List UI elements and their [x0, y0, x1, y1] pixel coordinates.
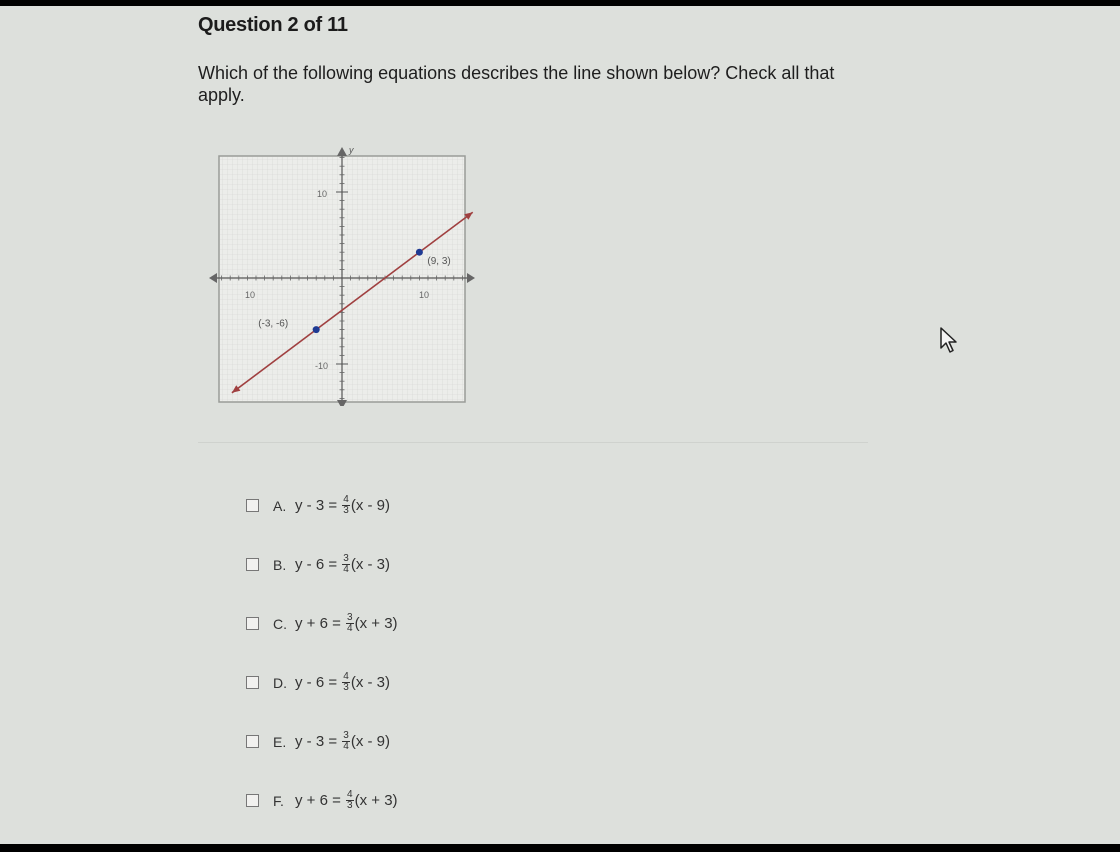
question-prompt: Which of the following equations describes the line shown below? Check all that apply. — [198, 63, 835, 105]
option-equation — [295, 495, 390, 516]
option-b[interactable] — [246, 535, 666, 594]
checkbox[interactable] — [246, 499, 259, 512]
checkbox[interactable] — [246, 558, 259, 571]
checkbox[interactable] — [246, 735, 259, 748]
equation-lhs: y - 6 = — [295, 556, 342, 573]
option-e[interactable] — [246, 712, 666, 771]
point-label-upper-right: (9, 3) — [427, 256, 451, 268]
fraction-numerator: 4 — [347, 789, 353, 800]
equation-fraction — [342, 495, 350, 516]
checkbox[interactable] — [246, 617, 259, 630]
x-axis-arrow-left — [209, 273, 217, 283]
coordinate-graph — [207, 144, 477, 406]
fraction-denominator: 4 — [343, 564, 349, 575]
option-letter: E. — [273, 733, 287, 750]
option-equation — [295, 731, 390, 752]
equation-rhs: (x + 3) — [354, 792, 398, 809]
equation-rhs: (x - 9) — [350, 733, 391, 750]
option-letter: B. — [273, 556, 287, 573]
point-label-lower-left: (-3, -6) — [258, 318, 289, 330]
y-axis-arrow-down — [337, 400, 347, 406]
option-equation — [295, 672, 390, 693]
option-f[interactable] — [246, 771, 666, 830]
checkbox[interactable] — [246, 794, 259, 807]
option-equation — [295, 613, 398, 634]
fraction-denominator: 4 — [347, 623, 353, 634]
option-letter: A. — [273, 497, 287, 514]
option-letter: F. — [273, 792, 284, 809]
mouse-cursor-icon — [938, 326, 962, 359]
fraction-numerator: 3 — [343, 730, 349, 741]
equation-lhs: y - 3 = — [295, 733, 342, 750]
question-screen — [0, 6, 1120, 844]
fraction-numerator: 4 — [343, 494, 349, 505]
fraction-numerator: 3 — [343, 553, 349, 564]
x-axis-arrow-right — [467, 273, 475, 283]
equation-lhs: y + 6 = — [295, 615, 346, 632]
option-letter: C. — [273, 615, 287, 632]
x-tick-label-left: 10 — [245, 290, 256, 300]
equation-fraction — [342, 731, 350, 752]
checkbox[interactable] — [246, 676, 259, 689]
equation-fraction — [342, 554, 350, 575]
equation-rhs: (x + 3) — [354, 615, 398, 632]
fraction-numerator: 3 — [347, 612, 353, 623]
fraction-denominator: 3 — [347, 800, 353, 811]
fraction-denominator: 4 — [343, 741, 349, 752]
equation-lhs: y - 3 = — [295, 497, 342, 514]
answer-options — [246, 476, 666, 830]
option-c[interactable] — [246, 594, 666, 653]
y-tick-label-bottom: -10 — [315, 361, 329, 371]
fraction-denominator: 3 — [343, 682, 349, 693]
equation-fraction — [346, 790, 354, 811]
option-equation — [295, 790, 398, 811]
x-tick-label-right: 10 — [419, 290, 430, 300]
y-axis-label: y — [349, 145, 354, 155]
section-divider — [198, 442, 868, 443]
option-d[interactable] — [246, 653, 666, 712]
y-tick-label-top: 10 — [317, 189, 328, 199]
option-letter: D. — [273, 674, 287, 691]
fraction-denominator: 3 — [343, 505, 349, 516]
equation-lhs: y + 6 = — [295, 792, 346, 809]
question-header: Question 2 of 11 — [198, 14, 348, 36]
equation-lhs: y - 6 = — [295, 674, 342, 691]
point-upper-right — [416, 249, 423, 256]
option-a[interactable] — [246, 476, 666, 535]
option-equation — [295, 554, 390, 575]
equation-rhs: (x - 9) — [350, 497, 391, 514]
equation-fraction — [346, 613, 354, 634]
equation-fraction — [342, 672, 350, 693]
fraction-numerator: 4 — [343, 671, 349, 682]
equation-rhs: (x - 3) — [350, 556, 391, 573]
graph-svg — [207, 144, 477, 406]
equation-rhs: (x - 3) — [350, 674, 391, 691]
point-lower-left — [313, 326, 320, 333]
y-axis-arrow-up — [337, 147, 347, 156]
